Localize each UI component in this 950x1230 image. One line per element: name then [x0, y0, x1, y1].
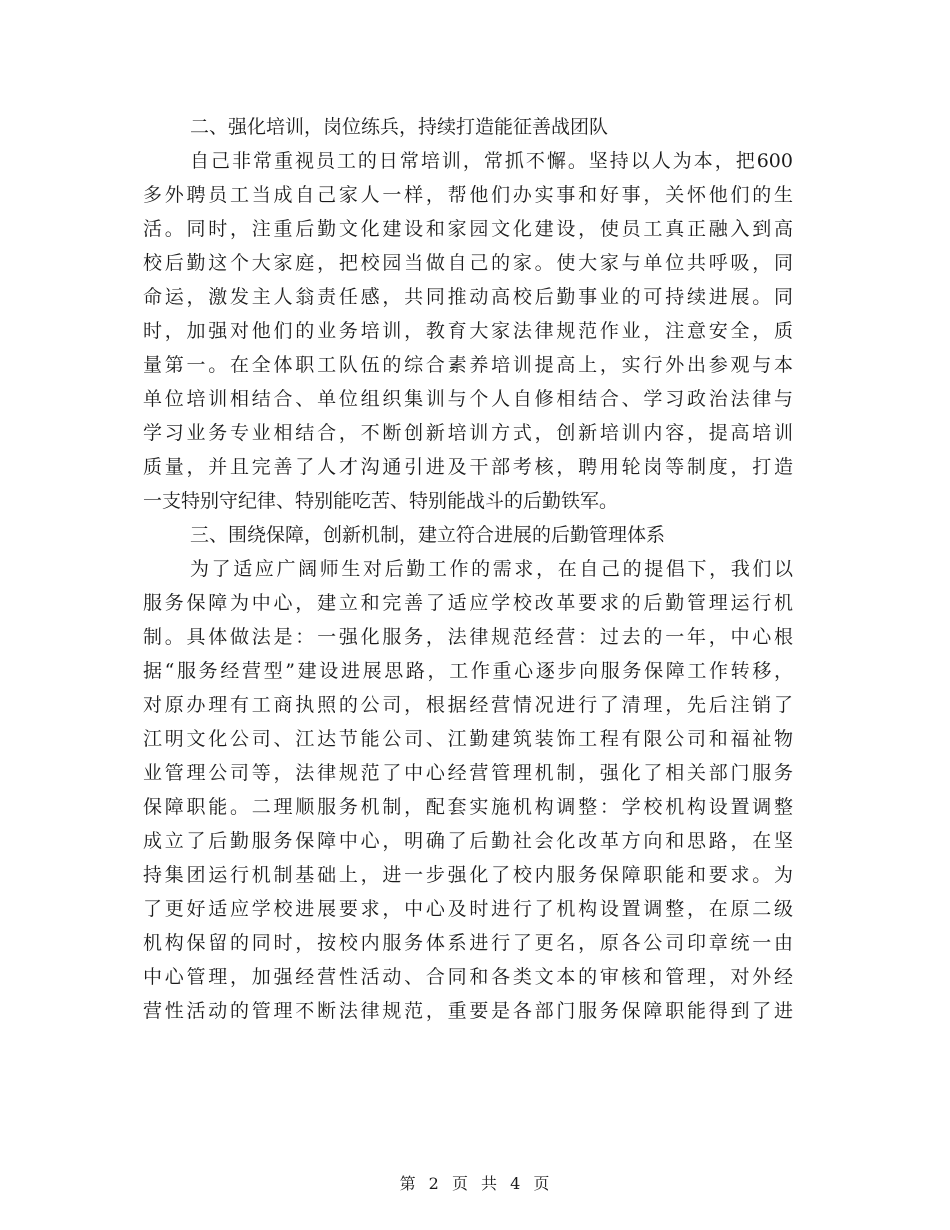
- paragraph-line: 命运，激发主人翁责任感，共同推动高校后勤事业的可持续进展。同: [143, 286, 793, 308]
- paragraph-line: 持集团运行机制基础上，进一步强化了校内服务保障职能和要求。为: [143, 864, 793, 886]
- paragraph-line: 制。具体做法是：一强化服务，法律规范经营：过去的一年，中心根: [143, 626, 793, 648]
- paragraph-line: 营性活动的管理不断法律规范，重要是各部门服务保障职能得到了进: [143, 1000, 793, 1022]
- paragraph-line: 自己非常重视员工的日常培训，常抓不懈。坚持以人为本，把600: [190, 150, 793, 172]
- paragraph-line: 校后勤这个大家庭，把校园当做自己的家。使大家与单位共呼吸，同: [143, 252, 793, 274]
- paragraph-line: 质量，并且完善了人才沟通引进及干部考核，聘用轮岗等制度，打造: [143, 456, 793, 478]
- paragraph-line: 机构保留的同时，按校内服务体系进行了更名，原各公司印章统一由: [143, 932, 793, 954]
- paragraph-line: 成立了后勤服务保障中心，明确了后勤社会化改革方向和思路，在坚: [143, 830, 793, 852]
- paragraph-line: 单位培训相结合、单位组织集训与个人自修相结合、学习政治法律与: [143, 388, 793, 410]
- paragraph-line: 业管理公司等，法律规范了中心经营管理机制，强化了相关部门服务: [143, 762, 793, 784]
- paragraph-line: 保障职能。二理顺服务机制，配套实施机构调整：学校机构设置调整: [143, 796, 793, 818]
- paragraph-line: 为了适应广阔师生对后勤工作的需求，在自己的提倡下，我们以: [190, 558, 793, 580]
- paragraph-line: 中心管理，加强经营性活动、合同和各类文本的审核和管理，对外经: [143, 966, 793, 988]
- paragraph-line: 据“服务经营型”建设进展思路，工作重心逐步向服务保障工作转移，: [143, 660, 793, 682]
- paragraph-line: 服务保障为中心，建立和完善了适应学校改革要求的后勤管理运行机: [143, 592, 793, 614]
- page-number-footer: 第 2 页 共 4 页: [399, 1174, 551, 1193]
- paragraph-line: 了更好适应学校进展要求，中心及时进行了机构设置调整，在原二级: [143, 898, 793, 920]
- paragraph-line: 时，加强对他们的业务培训，教育大家法律规范作业，注意安全，质: [143, 320, 793, 342]
- section-heading-2: 二、强化培训，岗位练兵，持续打造能征善战团队: [190, 116, 609, 138]
- paragraph-line: 活。同时，注重后勤文化建设和家园文化建设，使员工真正融入到高: [143, 218, 793, 240]
- paragraph-line: 一支特别守纪律、特别能吃苦、特别能战斗的后勤铁军。: [143, 490, 619, 512]
- paragraph-line: 江明文化公司、江达节能公司、江勤建筑装饰工程有限公司和福祉物: [143, 728, 793, 750]
- paragraph-line: 多外聘员工当成自己家人一样，帮他们办实事和好事，关怀他们的生: [143, 184, 793, 206]
- paragraph-line: 对原办理有工商执照的公司，根据经营情况进行了清理，先后注销了: [143, 694, 793, 716]
- paragraph-line: 量第一。在全体职工队伍的综合素养培训提高上，实行外出参观与本: [143, 354, 793, 376]
- paragraph-line: 学习业务专业相结合，不断创新培训方式，创新培训内容，提高培训: [143, 422, 793, 444]
- section-heading-3: 三、围绕保障，创新机制，建立符合进展的后勤管理体系: [190, 524, 666, 546]
